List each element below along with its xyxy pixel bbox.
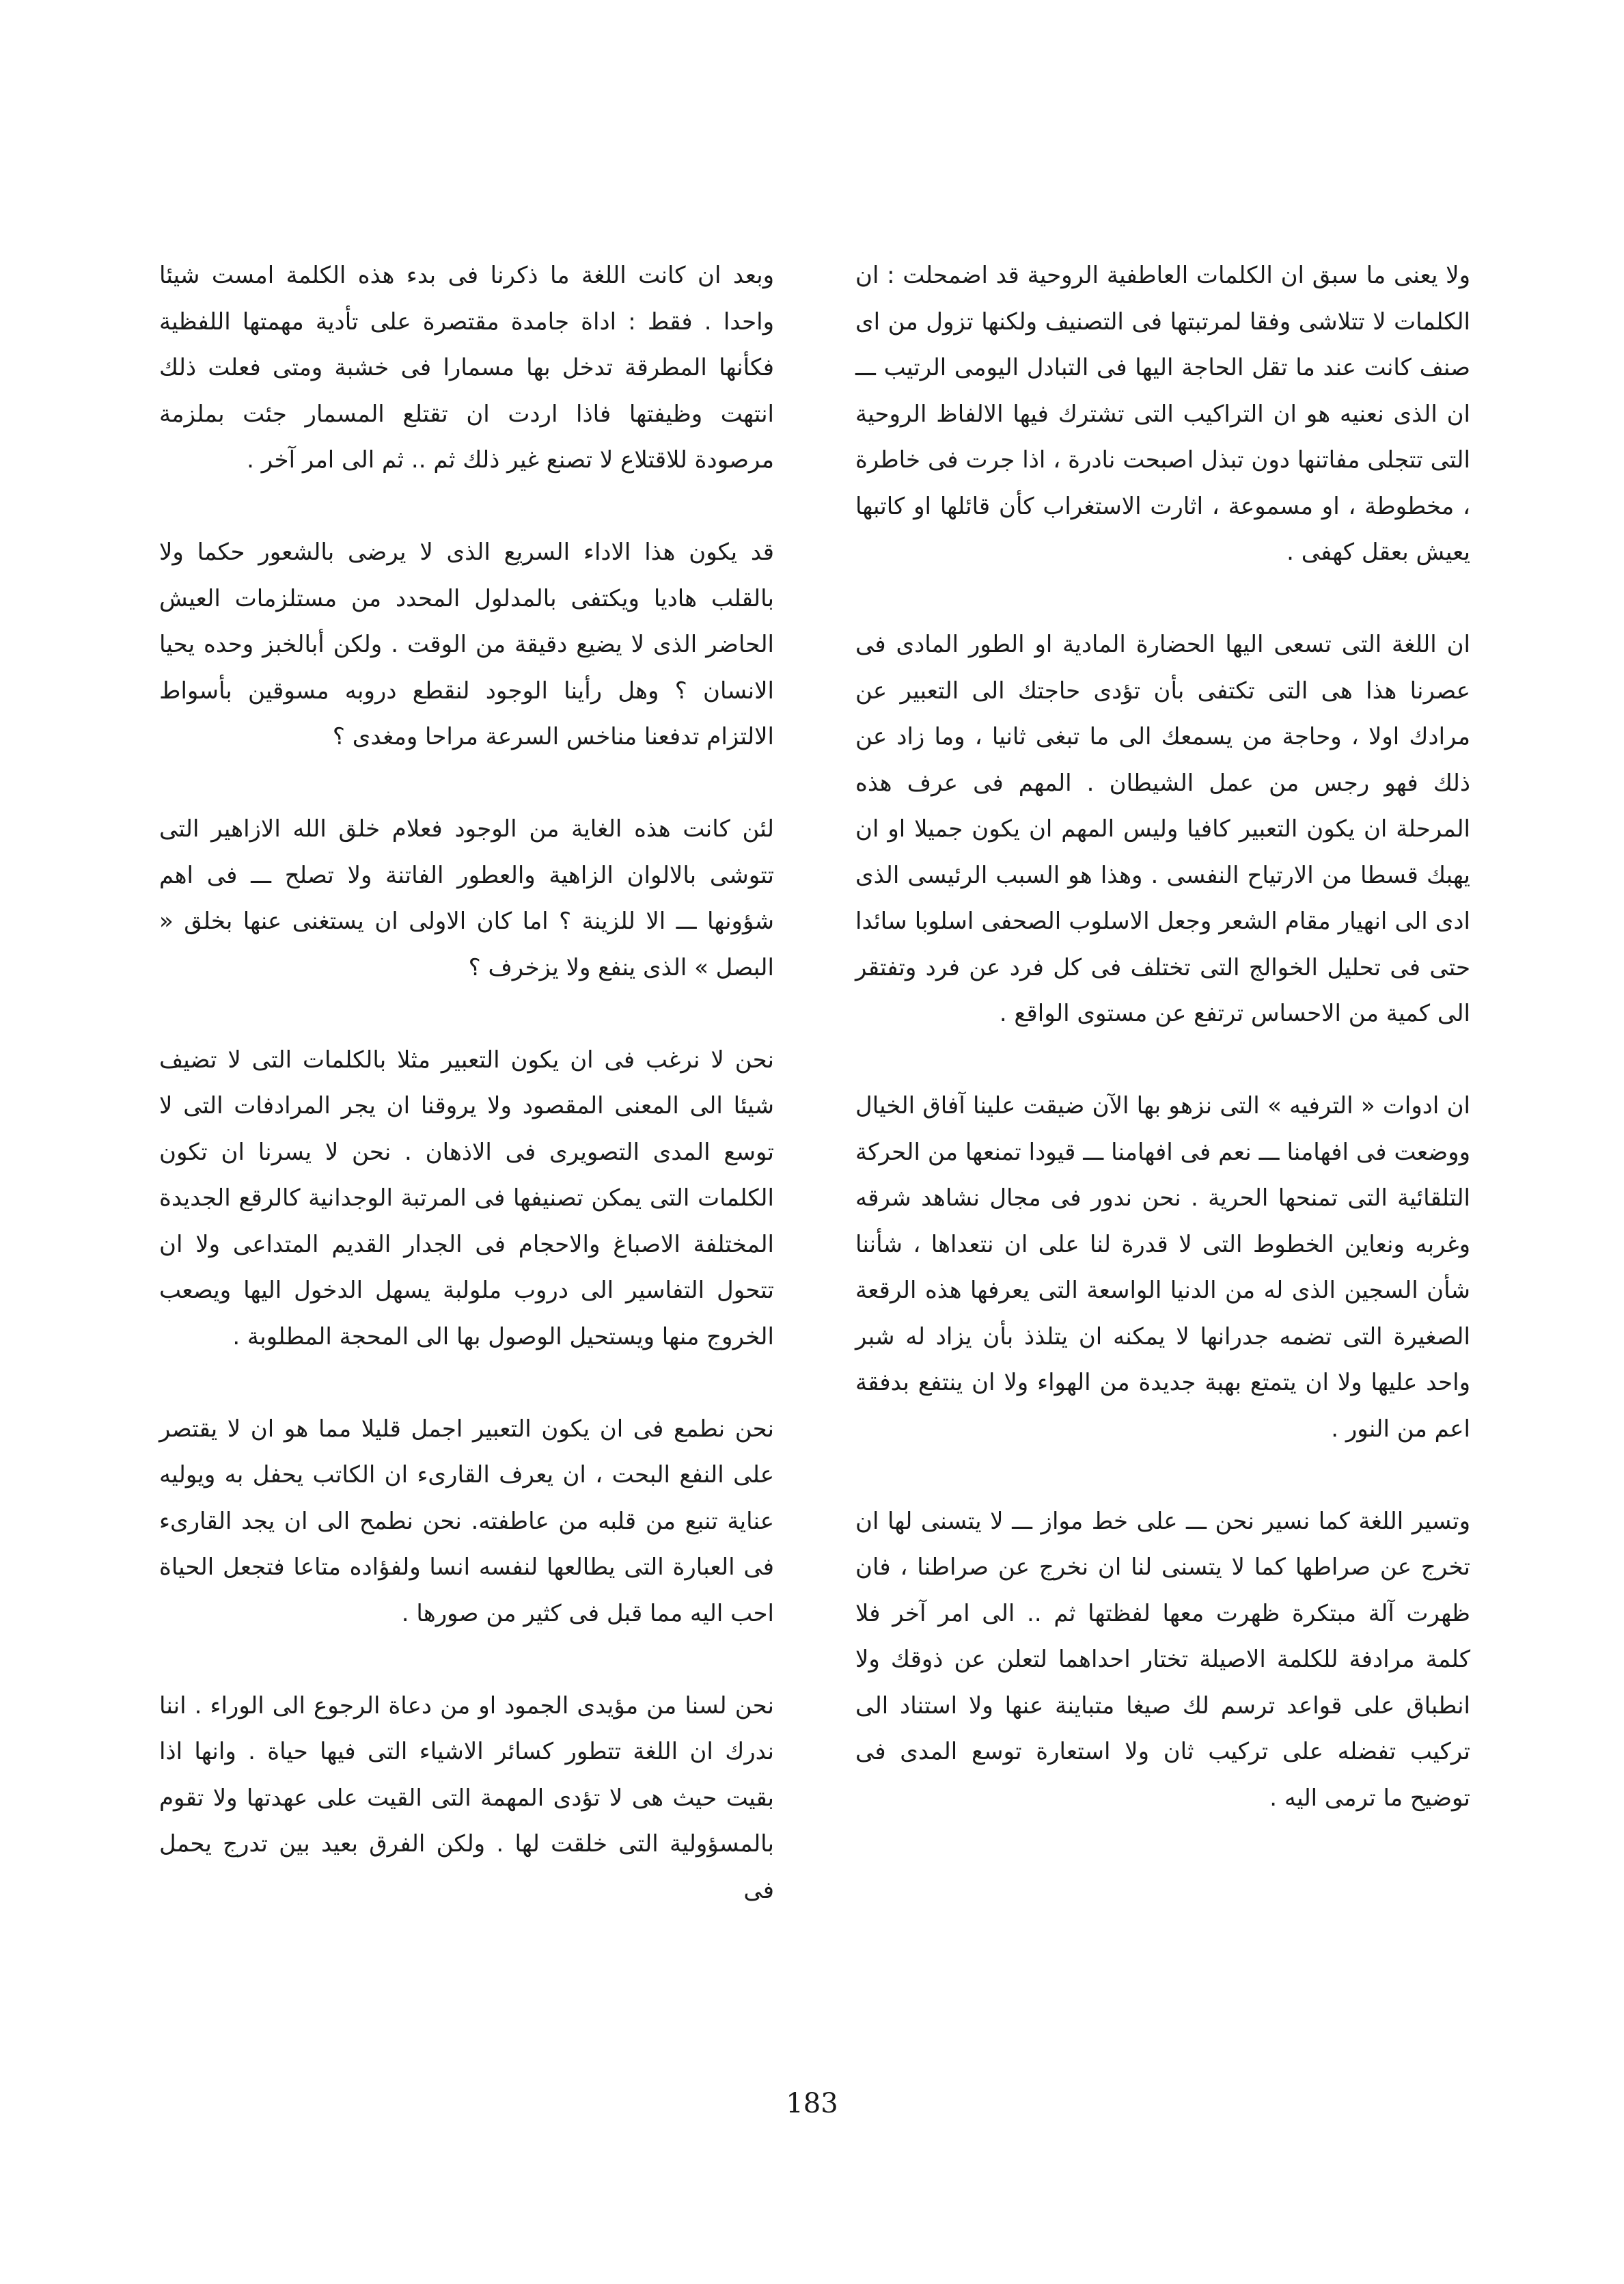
paragraph: وتسير اللغة كما نسير نحن ـــ على خط مواز ـــ لا يتسنى لها ان تخرج عن صراطها كما لا يتسنى لنا ان نخرج عن صراطنا ، فان ظهرت آلة مبتكرة ظهرت معها لفظتها ثم .. الى امر آخر فلا كلمة مرادفة للكلمة الاصيلة تختار احداهما لتعلن عن ذوقك ولا انطباق على قواعد ترسم لك صيغا متباينة عنها ولا استناد الى تركيب تفضله على تركيب ثان ولا استعارة توسع المدى فى توضيح ما ترمى اليه . xyxy=(855,1507,1470,1812)
paragraph: وبعد ان كانت اللغة ما ذكرنا فى بدء هذه الكلمة امست شيئا واحدا . فقط : اداة جامدة مقتصرة على تأدية مهمتها اللفظية فكأنها المطرقة تدخل بها مسمارا فى خشبة ومتى فعلت ذلك انتهت وظيفتها فاذا اردت ان تقتلع المسمار جئت بملزمة مرصودة للاقتلاع لا تصنع غير ذلك ثم .. ثم الى امر آخر . xyxy=(159,262,774,474)
paragraph: نحن لا نرغب فى ان يكون التعبير مثلا بالكلمات التى لا تضيف شيئا الى المعنى المقصود ولا يروقنا ان يجر المرادفات التى لا توسع المدى التصويرى فى الاذهان . نحن لا يسرنا ان تكون الكلمات التى يمكن تصنيفها فى المرتبة الوجدانية كالرقع الجديدة المختلفة الاصباغ والاحجام فى الجدار القديم المتداعى ولا ان تتحول التفاسير الى دروب ملولبة يسهل الدخول اليها ويصعب الخروج منها ويستحيل الوصول بها الى المحجة المطلوبة . xyxy=(159,1046,774,1350)
paragraph: ان اللغة التى تسعى اليها الحضارة المادية او الطور المادى فى عصرنا هذا هى التى تكتفى بأن تؤدى حاجتك الى التعبير عن مرادك اولا ، وحاجة من يسمعك الى ما تبغى ثانيا ، وما زاد عن ذلك فهو رجس من عمل الشيطان . المهم فى عرف هذه المرحلة ان يكون التعبير كافيا وليس المهم ان يكون جميلا او ان يهبك قسطا من الارتياح النفسى . وهذا هو السبب الرئيسى الذى ادى الى انهيار مقام الشعر وجعل الاسلوب الصحفى اسلوبا سائدا حتى فى تحليل الخوالج التى تختلف فى كل فرد عن فرد وتفتقر الى كمية من الاحساس ترتفع عن مستوى الواقع . xyxy=(855,631,1470,1027)
page-number: 183 xyxy=(786,2088,838,2119)
paragraph: قد يكون هذا الاداء السريع الذى لا يرضى بالشعور حكما ولا بالقلب هاديا ويكتفى بالمدلول المحدد من مستلزمات العيش الحاضر الذى لا يضيع دقيقة من الوقت . ولكن أبالخبز وحده يحيا الانسان ؟ وهل رأينا الوجود لنقطع دروبه مسوقين بأسواط الالتزام تدفعنا مناخس السرعة مراحا ومغدى ؟ xyxy=(159,539,774,750)
paragraph: لئن كانت هذه الغاية من الوجود فعلام خلق الله الازاهير التى تتوشى بالالوان الزاهية والعطور الفاتنة ولا تصلح ـــ فى اهم شؤونها ـــ الا للزينة ؟ اما كان الاولى ان يستغنى عنها بخلق « البصل » الذى ينفع ولا يزخرف ؟ xyxy=(159,815,774,981)
paragraph: ولا يعنى ما سبق ان الكلمات العاطفية الروحية قد اضمحلت : ان الكلمات لا تتلاشى وفقا لمرتبتها فى التصنيف ولكنها تزول من اى صنف كانت عند ما تقل الحاجة اليها فى التبادل اليومى الرتيب ـــ ان الذى نعنيه هو ان التراكيب التى تشترك فيها الالفاظ الروحية التى تتجلى مفاتنها دون تبذل اصبحت نادرة ، اذا جرت فى خاطرة ، مخطوطة ، او مسموعة ، اثارت الاستغراب كأن قائلها او كاتبها يعيش بعقل كهفى . xyxy=(855,262,1470,566)
right-column xyxy=(855,253,1470,1821)
left-column xyxy=(159,253,774,1914)
paragraph: ان ادوات « الترفيه » التى نزهو بها الآن ضيقت علينا آفاق الخيال ووضعت فى افهامنا ـــ نعم فى افهامنا ـــ قيودا تمنعها من الحركة التلقائية التى تمنحها الحرية . نحن ندور فى مجال نشاهد شرقه وغربه ونعاين الخطوط التى لا قدرة لنا على ان نتعداها ، شأننا شأن السجين الذى له من الدنيا الواسعة التى يعرفها هذه الرقعة الصغيرة التى تضمه جدرانها لا يمكنه ان يتلذذ بأن يزاد له شبر واحد عليها ولا ان يتمتع بهبة جديدة من الهواء ولا ان ينتفع بدفقة اعم من النور . xyxy=(855,1092,1470,1443)
paragraph: نحن لسنا من مؤيدى الجمود او من دعاة الرجوع الى الوراء . اننا ندرك ان اللغة تتطور كسائر الاشياء التى فيها حياة . وانها اذا بقيت حيث هى لا تؤدى المهمة التى القيت على عهدتها ولا تقوم بالمسؤولية التى خلقت لها . ولكن الفرق بعيد بين تدرج يحمل فى xyxy=(159,1691,774,1904)
paragraph: نحن نطمع فى ان يكون التعبير اجمل قليلا مما هو ان لا يقتصر على النفع البحت ، ان يعرف القارىء ان الكاتب يحفل به ويوليه عناية تنبع من قلبه من عاطفته. نحن نطمح الى ان يجد القارىء فى العبارة التى يطالعها لنفسه انسا ولفؤاده متاعا فتجعل الحياة احب اليه مما قبل فى كثير من صورها . xyxy=(159,1415,774,1627)
